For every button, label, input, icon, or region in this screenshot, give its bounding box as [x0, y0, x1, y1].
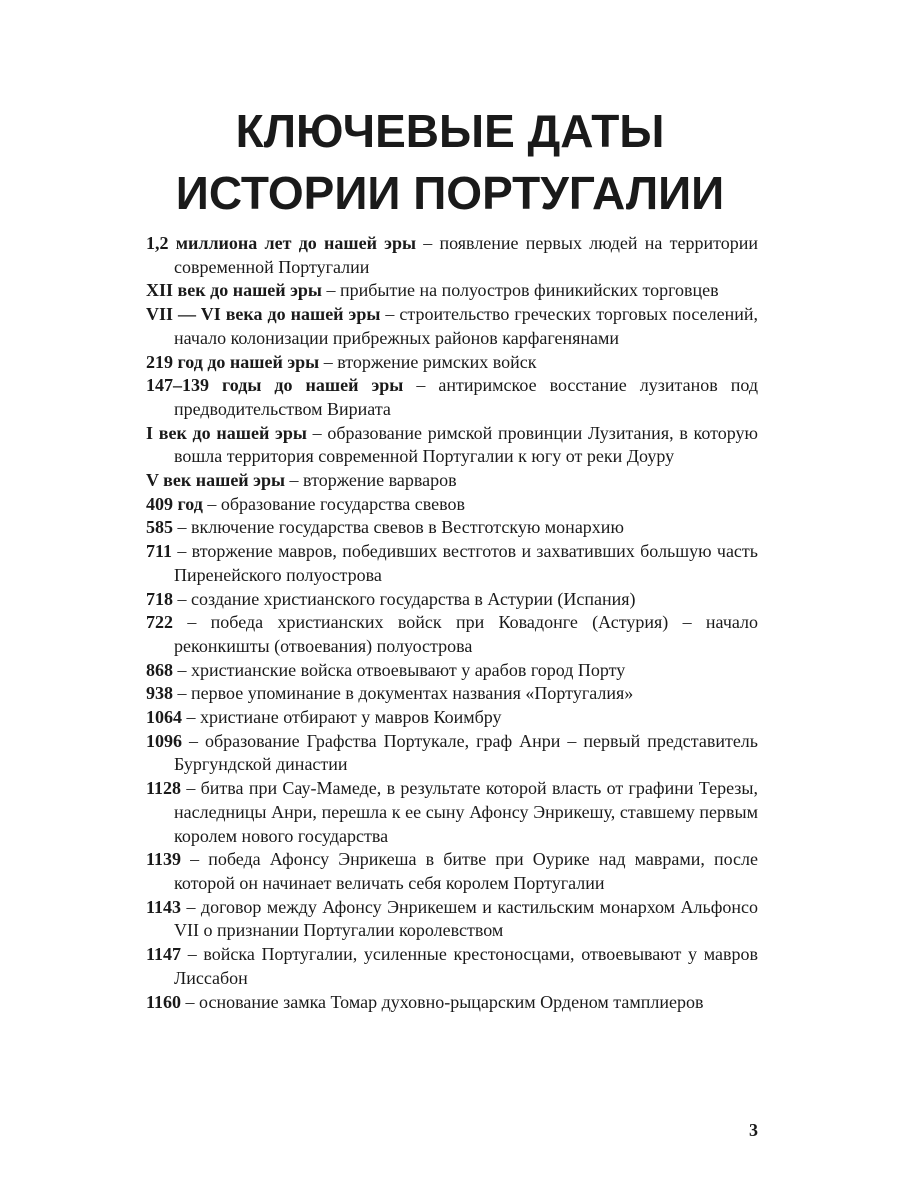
timeline-entry [146, 611, 758, 658]
timeline-entry [146, 730, 758, 777]
entry-date: 1096 [146, 730, 182, 751]
page-title-line-1: КЛЮЧЕВЫЕ ДАТЫ [235, 105, 665, 157]
timeline-entry [146, 659, 758, 683]
timeline-entry [146, 493, 758, 517]
entry-date: 722 [146, 612, 173, 633]
timeline-entry [146, 516, 758, 540]
entry-text: – антиримское восстание лузитанов под предводительством Вириата [174, 375, 759, 419]
entry-text: – появление первых людей на территории современной Португалии [174, 233, 758, 277]
timeline-entry [146, 303, 758, 350]
entry-text: – вторжение варваров [285, 470, 457, 491]
entry-text: – включение государства свевов в Вестготскую монархию [173, 517, 624, 538]
page-number: 3 [749, 1120, 758, 1140]
timeline-entry [146, 279, 758, 303]
entry-text: – образование государства свевов [202, 493, 465, 514]
entry-text: – договор между Афонсу Энрикешем и кастильским монархом Альфонсо VII о признании Португалии королевством [174, 896, 758, 941]
timeline-entry [146, 588, 758, 612]
timeline-entry [146, 469, 758, 493]
entry-text: – создание христианского государства в Астурии (Испания) [173, 588, 636, 609]
entry-text: – битва при Сау-Мамеде, в результате которой власть от графини Терезы, наследницы Анри, перешла к ее сыну Афонсу Энрикешу, ставшему первым королем нового государства [174, 778, 758, 846]
entry-text: – строительство греческих торговых поселений, начало колонизации прибрежных районов карфагенянами [174, 304, 759, 348]
timeline-entry [146, 777, 758, 848]
entry-text: – победа Афонсу Энрикеша в битве при Оурике над маврами, после которой он начинает величать себя королем Португалии [174, 849, 758, 893]
entry-date: 718 [146, 588, 173, 609]
entry-date: 1,2 миллиона лет до нашей эры [146, 233, 417, 253]
entry-date: 1143 [146, 896, 182, 917]
entry-date: V век нашей эры [146, 470, 286, 491]
entry-text: – победа христианских войск при Ковадонге (Астурия) – начало реконкишты (отвоевания) полуострова [173, 612, 758, 656]
timeline-entry [146, 943, 758, 990]
entry-date: 1064 [146, 707, 182, 728]
timeline-entry [146, 540, 758, 587]
timeline-entry [146, 374, 758, 421]
entry-date: I век до нашей эры [146, 422, 307, 443]
timeline-entry [146, 706, 758, 730]
entry-text: – основание замка Томар духовно-рыцарским Орденом тамплиеров [181, 991, 704, 1012]
timeline-entry [146, 351, 758, 375]
timeline-entry [146, 422, 758, 469]
entry-date: 409 год [146, 493, 203, 514]
entry-text: – христиане отбирают у мавров Коимбру [182, 707, 502, 728]
entry-text: – христианские войска отвоевывают у арабов город Порту [173, 659, 626, 680]
entry-date: 868 [146, 659, 173, 680]
page-title [0, 100, 900, 224]
entry-date: 585 [146, 517, 173, 538]
entry-text: – вторжение мавров, победивших вестготов и захвативших большую часть Пиренейского полуострова [172, 541, 758, 585]
entry-date: 711 [146, 541, 173, 562]
entry-text: – войска Португалии, усиленные крестоносцами, отвоевывают у мавров Лиссабон [174, 944, 758, 988]
entry-date: XII век до нашей эры [146, 280, 322, 301]
entry-date: 147–139 годы до нашей эры [146, 375, 404, 396]
timeline-list [146, 232, 758, 1014]
entry-date: VII — VI века до нашей эры [146, 304, 381, 325]
entry-date: 219 год до нашей эры [146, 351, 320, 372]
timeline-entry [146, 896, 758, 943]
entry-text: – вторжение римских войск [319, 351, 537, 372]
timeline-entry [146, 682, 758, 706]
timeline-entry [146, 232, 758, 279]
page-title-line-2: ИСТОРИИ ПОРТУГАЛИИ [175, 167, 725, 219]
timeline-entry [146, 991, 758, 1015]
entry-text: – образование римской провинции Лузитания, в которую вошла территория современной Португалии к югу от реки Доуру [174, 422, 758, 467]
entry-date: 1147 [146, 944, 182, 965]
timeline-entry [146, 848, 758, 895]
entry-date: 938 [146, 683, 173, 704]
entry-text: – образование Графства Портукале, граф Анри – первый представитель Бургундской династии [174, 730, 758, 775]
entry-date: 1160 [146, 991, 182, 1012]
entry-date: 1128 [146, 778, 182, 799]
entry-text: – первое упоминание в документах названия «Португалия» [173, 683, 634, 704]
entry-date: 1139 [146, 849, 182, 870]
entry-text: – прибытие на полуостров финикийских торговцев [321, 280, 719, 301]
